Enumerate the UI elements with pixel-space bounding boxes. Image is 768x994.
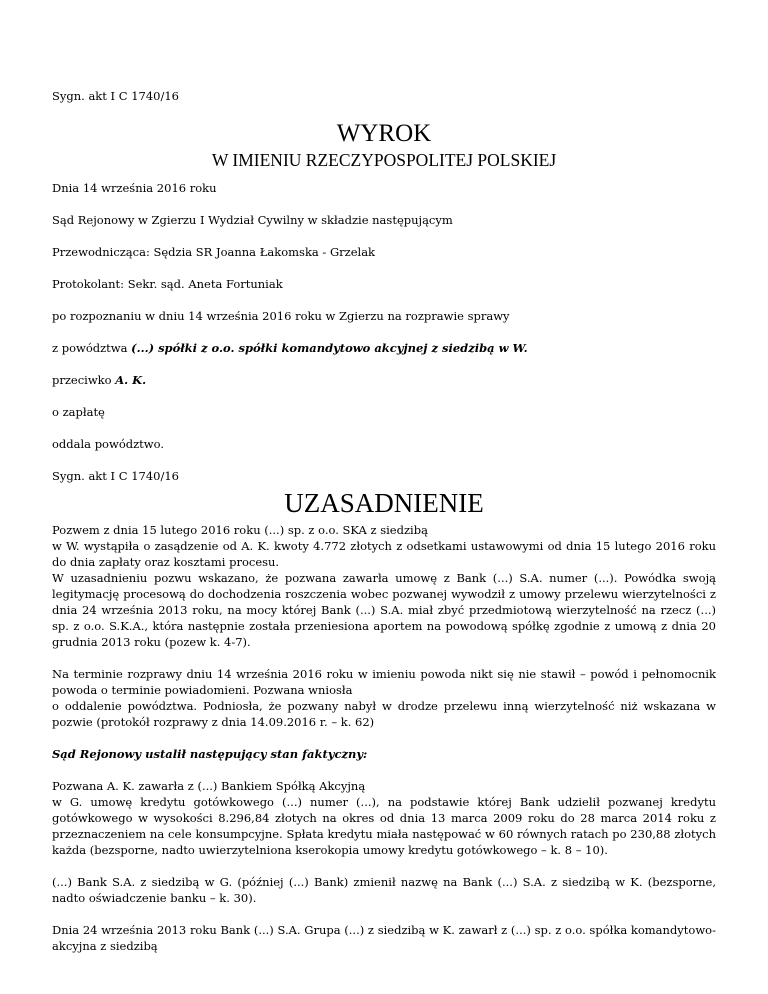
paragraph-line: Pozwana A. K. zawarła z (...) Bankiem Spółką Akcyjną xyxy=(52,779,366,793)
paragraph-line: o oddalenie powództwa. Podniosła, że pozwany nabył w drodze przelewu inną wierzytelność niż wskazana w pozwie (protokół rozprawy z dnia 14.09.2016 r. – k. 62) xyxy=(52,699,716,729)
verdict-date: Dnia 14 września 2016 roku xyxy=(52,181,217,195)
verdict-subtitle: W IMIENIU RZECZYPOSPOLITEJ POLSKIEJ xyxy=(211,150,557,170)
justification-paragraph-2 xyxy=(52,666,716,730)
justification-paragraph-5: Dnia 24 września 2013 roku Bank (...) S.A. Grupa (...) z siedzibą w K. zawarł z (...) sp. z o.o. spółka komandytowo-akcyjna z siedzibą xyxy=(52,923,716,953)
verdict-title: WYROK xyxy=(336,120,432,147)
paragraph-line: W uzasadnieniu pozwu wskazano, że pozwana zawarła umowę z Bank (...) S.A. numer (...). Powódka swoją legitymację procesową do dochodzenia roszczenia wobec pozwanej wywodził z umowy przelewu wierzytelności z dnia 24 września 2013 roku, na mocy której Bank (...) S.A. miał zbyć przedmiotową wierzytelność na rzecz (...) sp. z o.o. S.K.A., która następnie została przeniesiona aportem na powodową spółkę zgodnie z umową z dnia 20 grudnia 2013 roku (pozew k. 4-7). xyxy=(52,571,716,649)
case-subject: o zapłatę xyxy=(52,405,105,419)
case-signature: Sygn. akt I C 1740/16 xyxy=(52,89,179,103)
justification-paragraph-3 xyxy=(52,778,716,858)
paragraph-line: w G. umowę kredytu gotówkowego (...) numer (...), na podstawie której Bank udzielił pozwanej kredytu gotówkowego w wysokości 8.296,84 złotych na okres od dnia 13 marca 2009 roku do 28 marca 2014 roku z przeznaczeniem na cele konsumpcyjne. Spłata kredytu miała następować w 60 równych ratach po 230,88 złotych każda (bezsporne, nadto uwierzytelniona kserokopia umowy kredytu gotówkowego – k. 8 – 10). xyxy=(52,795,716,857)
hearing-info: po rozpoznaniu w dniu 14 września 2016 roku w Zgierzu na rozprawie sprawy xyxy=(52,309,510,323)
defendant-line xyxy=(52,372,716,388)
plaintiff-prefix: z powództwa xyxy=(52,341,132,355)
court-clerk: Protokolant: Sekr. sąd. Aneta Fortuniak xyxy=(52,277,283,291)
paragraph-line: Na terminie rozprawy dniu 14 września 2016 roku w imieniu powoda nikt się nie stawił – powód i pełnomocnik powoda o terminie powiadomieni. Pozwana wniosła xyxy=(52,667,716,697)
paragraph-line: Pozwem z dnia 15 lutego 2016 roku (...) sp. z o.o. SKA z siedzibą xyxy=(52,523,428,537)
defendant-prefix: przeciwko xyxy=(52,373,116,387)
presiding-judge: Przewodnicząca: Sędzia SR Joanna Łakomska - Grzelak xyxy=(52,245,376,259)
justification-paragraph-4: (...) Bank S.A. z siedzibą w G. (później (...) Bank) zmienił nazwę na Bank (...) S.A. z siedzibą w K. (bezsporne, nadto oświadczenie banku – k. 30). xyxy=(52,875,716,905)
paragraph-line: w W. wystąpiła o zasądzenie od A. K. kwoty 4.772 złotych z odsetkami ustawowymi od dnia 15 lutego 2016 roku do dnia zapłaty oraz kosztami procesu. xyxy=(52,539,716,569)
plaintiff-line xyxy=(52,340,716,356)
justification-paragraph-1 xyxy=(52,522,716,650)
case-signature-2: Sygn. akt I C 1740/16 xyxy=(52,469,179,483)
defendant-name: A. K. xyxy=(115,373,147,387)
court-composition: Sąd Rejonowy w Zgierzu I Wydział Cywilny w składzie następującym xyxy=(52,213,453,227)
plaintiff-name: (...) spółki z o.o. spółki komandytowo akcyjnej z siedzibą w W. xyxy=(131,341,528,355)
facts-heading: Sąd Rejonowy ustalił następujący stan faktyczny: xyxy=(52,747,368,761)
justification-title: UZASADNIENIE xyxy=(284,488,484,518)
verdict-decision: oddala powództwo. xyxy=(52,437,165,451)
